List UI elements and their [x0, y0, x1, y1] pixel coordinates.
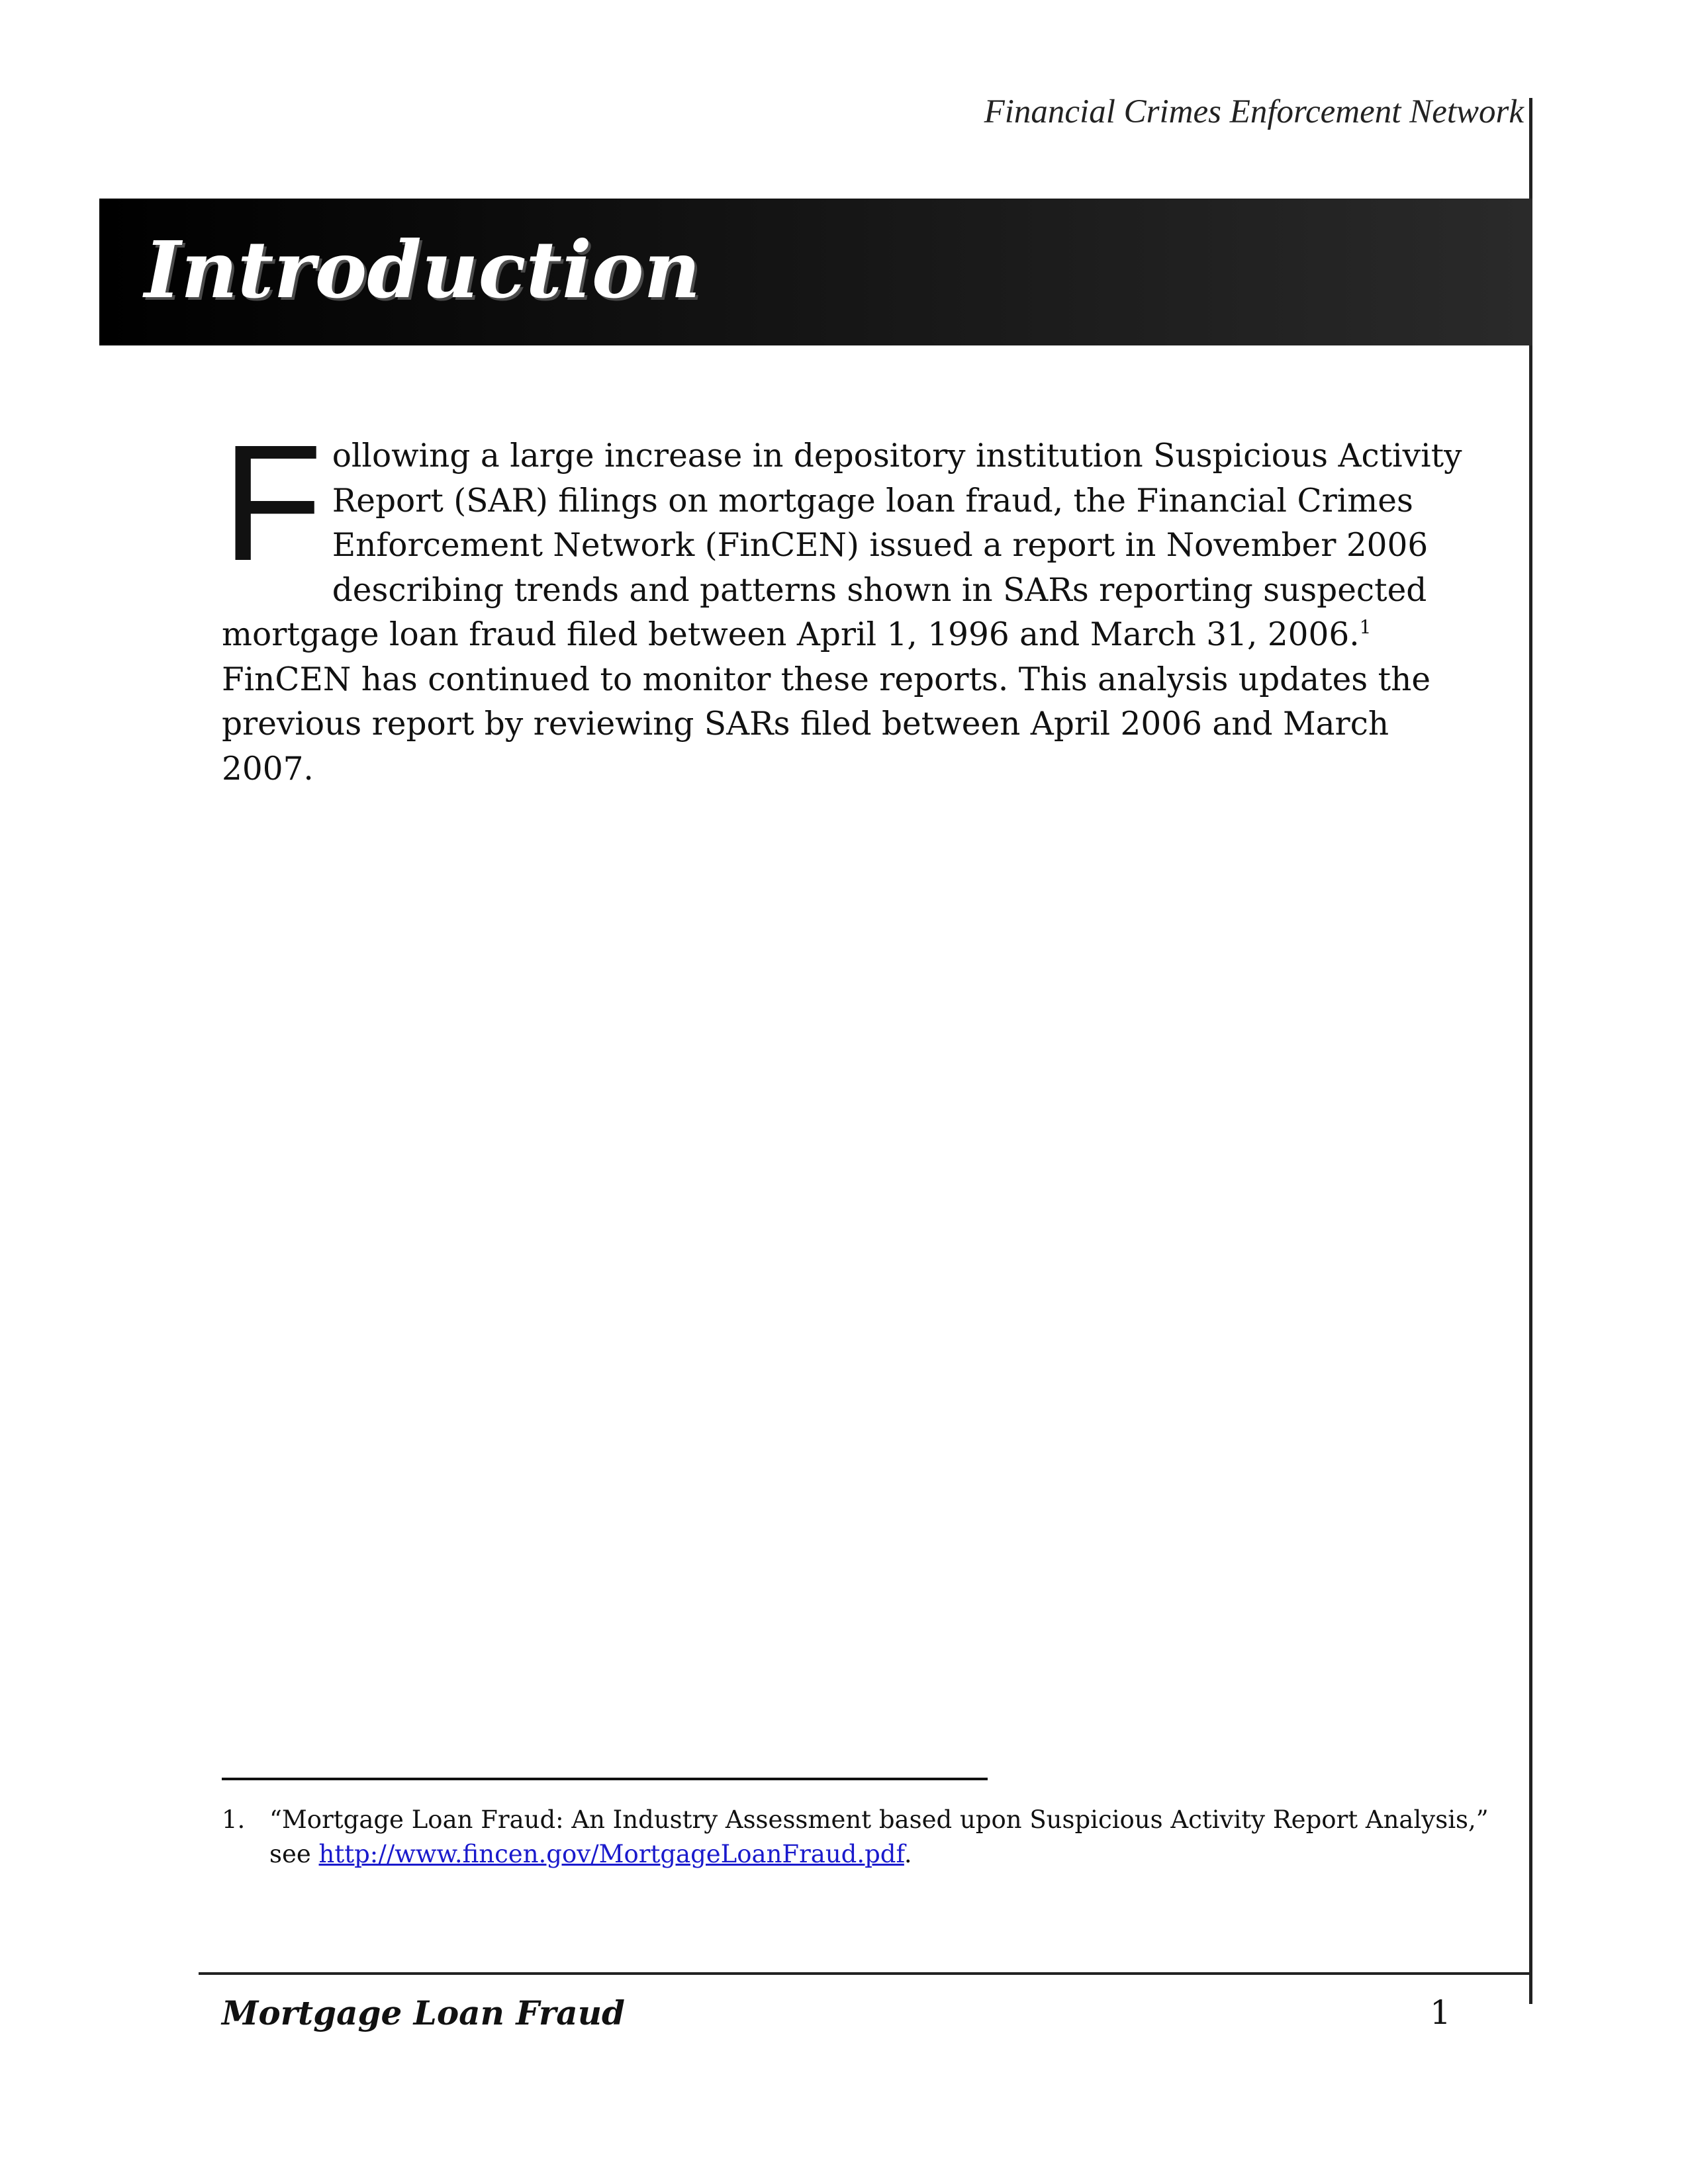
section-title: Introduction: [144, 224, 701, 316]
footnote-link[interactable]: http://www.fincen.gov/MortgageLoanFraud.pdf: [318, 1840, 904, 1868]
footnote-text: “Mortgage Loan Fraud: An Industry Assessment based upon Suspicious Activity Report Analysis,”: [269, 1805, 1489, 1834]
footer-title: Mortgage Loan Fraud: [222, 1993, 626, 2032]
footer-rule: [199, 1972, 1532, 1975]
intro-text-part1: ollowing a large increase in depository institution Suspicious Activity Report (SAR) filings on mortgage loan fraud, the Financial Crimes Enforcement Network (FinCEN) issued a report in November 2006 describing trends and patterns shown in SARs reporting suspected mortgage loan fraud filed between April 1, 1996 and March 31, 2006.: [222, 437, 1462, 653]
drop-cap: F: [222, 410, 323, 595]
footnote-line-1: [222, 1803, 1513, 1837]
section-title-bar: [99, 199, 1532, 345]
intro-paragraph: [222, 410, 1466, 792]
footnote-line-2: [222, 1837, 1513, 1872]
footnote-see-prefix: see: [269, 1840, 319, 1868]
footnote-number: 1.: [222, 1805, 246, 1834]
footnote-suffix: .: [904, 1840, 912, 1868]
footnote-separator: [222, 1778, 988, 1780]
footnote-reference[interactable]: 1: [1359, 616, 1372, 638]
header-organization: Financial Crimes Enforcement Network: [984, 93, 1524, 130]
intro-text-part2: FinCEN has continued to monitor these reports. This analysis updates the previous report by reviewing SARs filed between April 2006 and March 2007.: [222, 660, 1431, 788]
right-margin-rule: [1529, 98, 1532, 2004]
page-number: 1: [1430, 1993, 1451, 2032]
footnote: [222, 1803, 1513, 1872]
